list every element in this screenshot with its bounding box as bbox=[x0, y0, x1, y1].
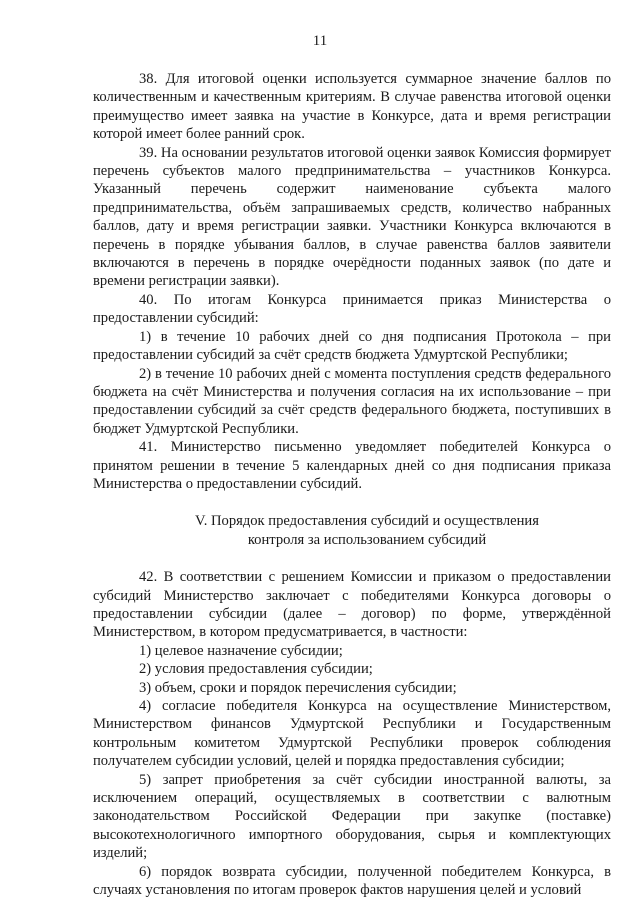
paragraph-42-item-3: 3) объем, сроки и порядок перечисления субсидии; bbox=[139, 679, 457, 696]
paragraph-42-item-1: 1) целевое назначение субсидии; bbox=[139, 642, 343, 659]
paragraph-42-item-4: 4) согласие победителя Конкурса на осуществление Министерством, Министерством финансов Удмуртской Республики и Государственным контрольным комитетом Удмуртской Республики проверок соблюдения получателем субсидии условий, целей и порядка предоставления субсидии; bbox=[93, 698, 611, 770]
paragraph-38: 38. Для итоговой оценки используется суммарное значение баллов по количественным и качественным критериям. В случае равенства итоговой оценки преимущество имеет заявка на участие в Конкурсе, дата и время регистрации которой имеет более ранний срок. bbox=[93, 71, 611, 143]
paragraph-42-item-5: 5) запрет приобретения за счёт субсидии иностранной валюты, за исключением операций, осуществляемых в соответствии с валютным законодательством Российской Федерации при закупке (поставке) высокотехнологичного импортного оборудования, сырья и комплектующих изделий; bbox=[93, 771, 611, 862]
paragraph-40-item-2: 2) в течение 10 рабочих дней с момента поступления средств федерального бюджета на счёт Министерства и получения согласия на их использование – при предоставлении субсидий за счёт средств федерального бюджета, поступивших в бюджет Удмуртской Республики. bbox=[93, 365, 611, 437]
paragraph-41: 41. Министерство письменно уведомляет победителей Конкурса о принятом решении в течение 5 календарных дней со дня подписания приказа Министерства о предоставлении субсидий. bbox=[93, 439, 611, 492]
section-heading-line-2: контроля за использованием субсидий bbox=[247, 531, 487, 548]
section-heading-line-1: V. Порядок предоставления субсидий и осуществления bbox=[195, 513, 539, 530]
paragraph-42-item-6: 6) порядок возврата субсидии, полученной победителем Конкурса, в случаях установления по итогам проверок фактов нарушения целей и условий bbox=[93, 863, 611, 899]
paragraph-39: 39. На основании результатов итоговой оценки заявок Комиссия формирует перечень субъектов малого предпринимательства – участников Конкурса. Указанный перечень содержит наименование субъекта малого предпринимательства, объём запрашиваемых средств, количество набранных баллов, дату и время регистрации заявки. Участники Конкурса включаются в перечень в порядке убывания баллов, в случае равенства баллов заявители включаются в перечень в порядке очерёдности поданных заявок (по дате и времени регистрации заявки). bbox=[93, 144, 611, 290]
section-heading bbox=[93, 512, 611, 549]
paragraph-42-item-2: 2) условия предоставления субсидии; bbox=[139, 661, 373, 678]
paragraph-40-item-1: 1) в течение 10 рабочих дней со дня подписания Протокола – при предоставлении субсидий за счёт средств бюджета Удмуртской Республики; bbox=[93, 328, 611, 364]
paragraph-40: 40. По итогам Конкурса принимается приказ Министерства о предоставлении субсидий: bbox=[93, 291, 611, 327]
page-number: 11 bbox=[312, 33, 328, 49]
document-body bbox=[93, 70, 611, 899]
paragraph-42: 42. В соответствии с решением Комиссии и приказом о предоставлении субсидий Министерство заключает с победителями Конкурса договоры о предоставлении субсидии (далее – договор) по форме, утверждённой Министерством, в котором предусматривается, в частности: bbox=[93, 569, 611, 641]
